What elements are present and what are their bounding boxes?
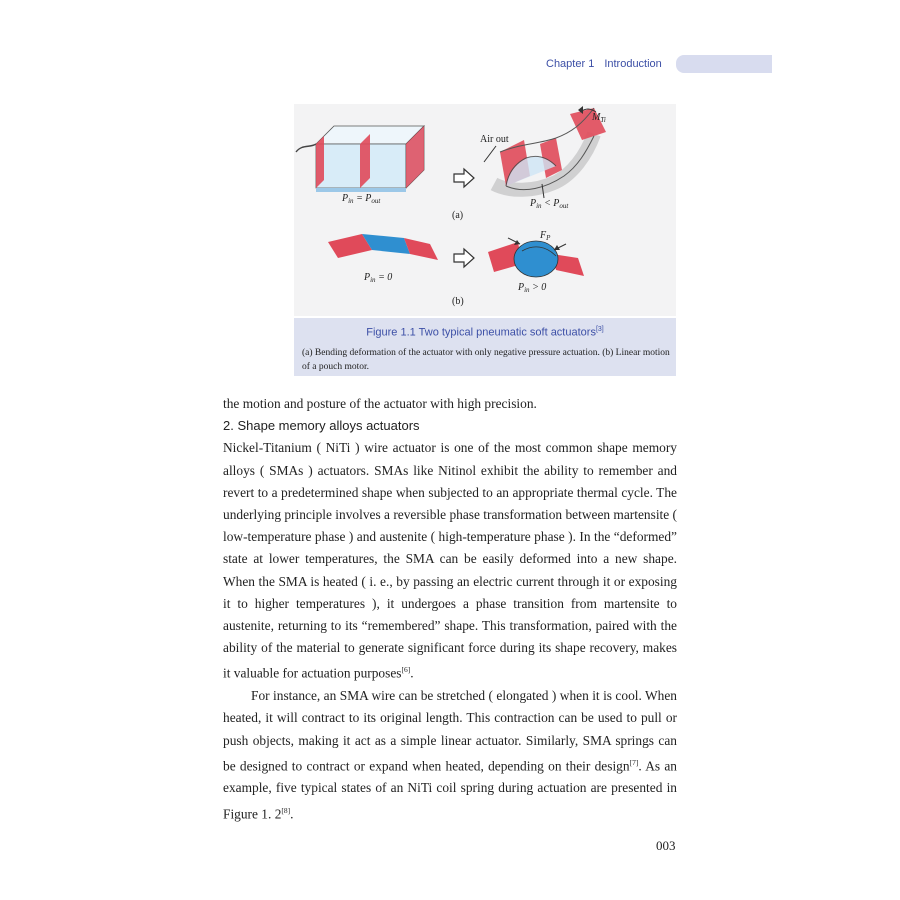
label-sub-a: (a): [452, 210, 464, 221]
figure-caption-description: (a) Bending deformation of the actuator with only negative pressure actuation. (b) Linear motion of a pouch motor.: [302, 348, 670, 372]
citation-ref: [8]: [281, 805, 291, 815]
figure-caption: [294, 318, 676, 376]
paragraph: Nickel-Titanium ( NiTi ) wire actuator is one of the most common shape memory alloys ( SMAs ) actuators. SMAs like Nitinol exhibit the ability to remember and revert to a predetermined shape when subjected to an appropriate thermal cycle. The underlying principle involves a reversible phase transformation between martensite ( low-temperature phase ) and austenite ( high-temperature phase ). In the “deformed” state at lower temperatures, the SMA can be easily deformed into a new shape. When the SMA is heated ( i. e., by passing an electric current through it or exposing it to higher temperatures ), it undergoes a phase transition from martensite to austenite, returning to its “remembered” shape. This transformation, paired with the ability of the material to generate significant force during its shape recovery, makes it valuable for actuation purposes[6].: [223, 440, 678, 681]
label-m-ti: $M_{Ti}$: [592, 112, 606, 124]
citation-ref: [7]: [629, 757, 639, 767]
citation-ref: [6]: [401, 665, 411, 675]
label-pin-zero: $P_{in} = 0$: [364, 272, 393, 284]
label-pin-eq-pout: $P_{in} = P_{out}$: [342, 193, 381, 205]
arrow-right-icon: [454, 169, 474, 187]
flat-pouch-motor: [328, 234, 438, 260]
page-number: 003: [656, 838, 676, 853]
bent-actuator: [494, 106, 606, 198]
citation-ref: [3]: [595, 326, 604, 333]
label-f-p: $F_P$: [540, 230, 551, 242]
label-air-out: Air out: [480, 134, 509, 145]
figure-svg: [294, 104, 676, 316]
paragraph: For instance, an SMA wire can be stretched ( elongated ) when it is cool. When heated, it will contract to its original length. This contraction can be used to pull or push objects, making it act as a simple linear actuator. Similarly, SMA springs can be designed to contract or expand when heated, depending on their design[7]. As an example, five typical states of an NiTi coil spring during actuation are presented in Figure 1. 2[8].: [223, 688, 678, 822]
figure-artwork: [294, 104, 676, 316]
label-sub-b: (b): [452, 296, 464, 307]
label-pin-lt-pout: $P_{in} < P_{out}$: [530, 198, 569, 210]
header-chapter: Chapter 1: [546, 58, 595, 70]
label-pin-pos: $P_{in} > 0$: [518, 282, 547, 294]
body-text: [223, 393, 677, 825]
header-tab-bar: [676, 55, 772, 73]
paragraph-continuation: the motion and posture of the actuator with high precision.: [223, 396, 537, 411]
header-title: [546, 58, 662, 70]
inflated-pouch-motor: [488, 238, 584, 277]
figure-caption-title: Figure 1.1 Two typical pneumatic soft actuators[3]: [366, 326, 604, 339]
header-section: Introduction: [604, 58, 662, 70]
arrow-right-icon: [454, 249, 474, 267]
running-header: [0, 54, 900, 74]
straight-actuator: [296, 126, 424, 192]
air-out-arrow: [484, 146, 496, 162]
section-heading: 2. Shape memory alloys actuators: [223, 418, 420, 434]
